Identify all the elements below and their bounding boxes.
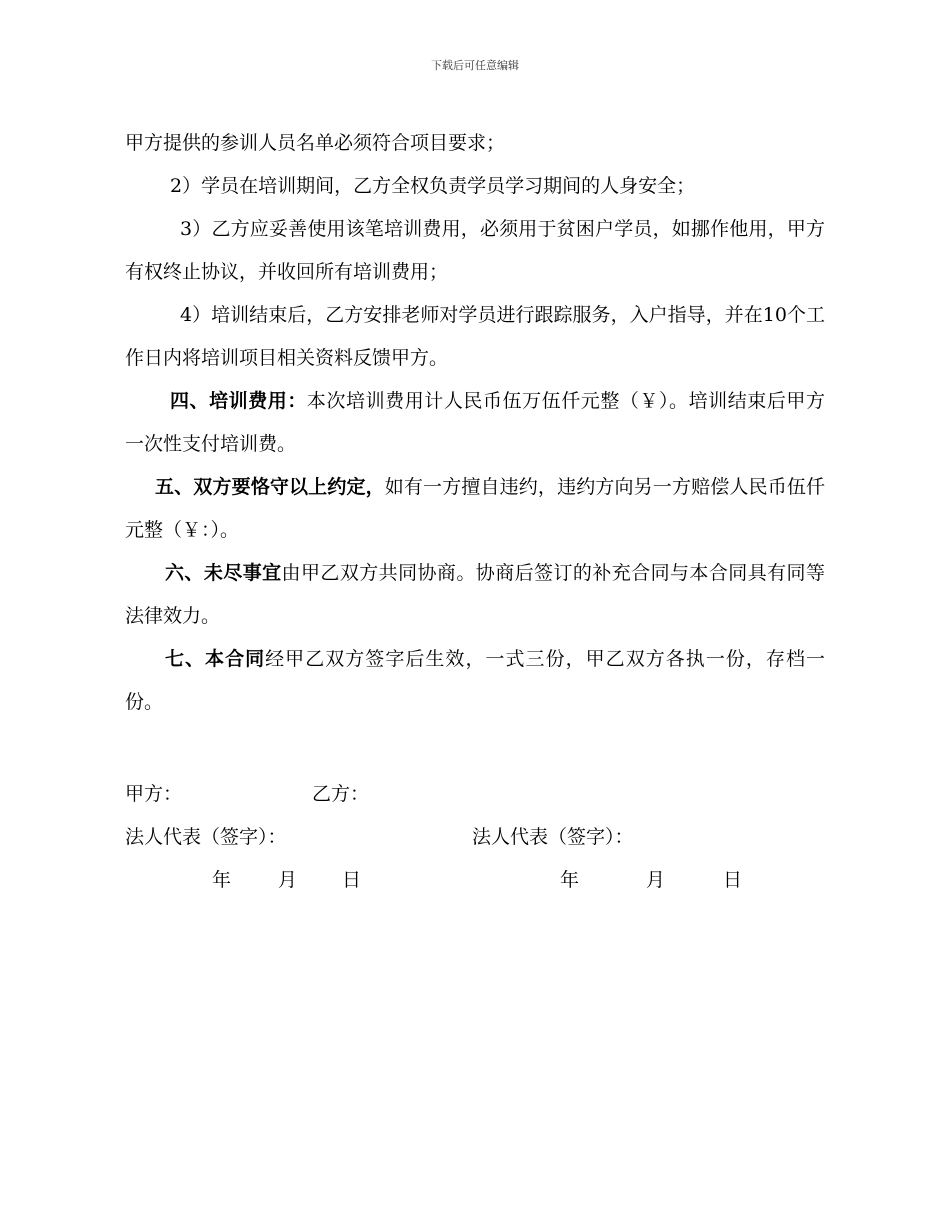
party-a-label: 甲方： xyxy=(125,783,183,805)
section-5-heading: 五、双方要恪守以上约定， xyxy=(155,476,385,498)
paragraph-section-6 xyxy=(125,552,825,638)
paragraph-section-7 xyxy=(125,638,825,724)
section-6-heading: 六、未尽事宜 xyxy=(165,562,282,584)
party-a-year-label: 年 xyxy=(212,869,232,891)
paragraph-participant-list: 甲方提供的参训人员名单必须符合项目要求； xyxy=(125,132,506,154)
section-4-heading: 四、培训费用： xyxy=(170,390,307,412)
page-header-note: 下载后可任意编辑 xyxy=(431,59,519,72)
section-4-text: 本次培训费用计人民币伍万伍仟元整（￥）。培训结束后甲方一次性支付培训费。 xyxy=(125,390,825,455)
party-b-representative-label: 法人代表（签字）： xyxy=(472,826,634,848)
party-a-month-label: 月 xyxy=(278,869,298,891)
contract-body xyxy=(125,122,825,724)
paragraph-section-5 xyxy=(125,466,825,552)
section-7-text: 经甲乙双方签字后生效，一式三份，甲乙双方各执一份，存档一份。 xyxy=(125,648,825,713)
paragraph-clause-3: 3）乙方应妥善使用该笔培训费用，必须用于贫困户学员，如挪作他用，甲方有权终止协议，并收回所有培训费用； xyxy=(125,218,825,283)
party-b-year-label: 年 xyxy=(560,869,580,891)
paragraph-section-4 xyxy=(125,380,825,466)
paragraph-clause-2: 2）学员在培训期间，乙方全权负责学员学习期间的人身安全； xyxy=(170,175,696,197)
paragraph-clause-4: 4）培训结束后，乙方安排老师对学员进行跟踪服务，入户指导，并在10个工作日内将培训项目相关资料反馈甲方。 xyxy=(125,304,825,369)
party-a-representative-label: 法人代表（签字）： xyxy=(125,826,287,848)
section-6-text: 由甲乙双方共同协商。协商后签订的补充合同与本合同具有同等法律效力。 xyxy=(125,562,825,627)
party-b-month-label: 月 xyxy=(646,869,666,891)
party-b-label: 乙方： xyxy=(312,783,370,805)
party-a-day-label: 日 xyxy=(342,869,362,891)
section-5-text: 如有一方擅自违约，违约方向另一方赔偿人民币伍仟元整（￥：）。 xyxy=(125,476,825,541)
party-b-day-label: 日 xyxy=(723,869,743,891)
section-7-heading: 七、本合同 xyxy=(165,648,266,670)
